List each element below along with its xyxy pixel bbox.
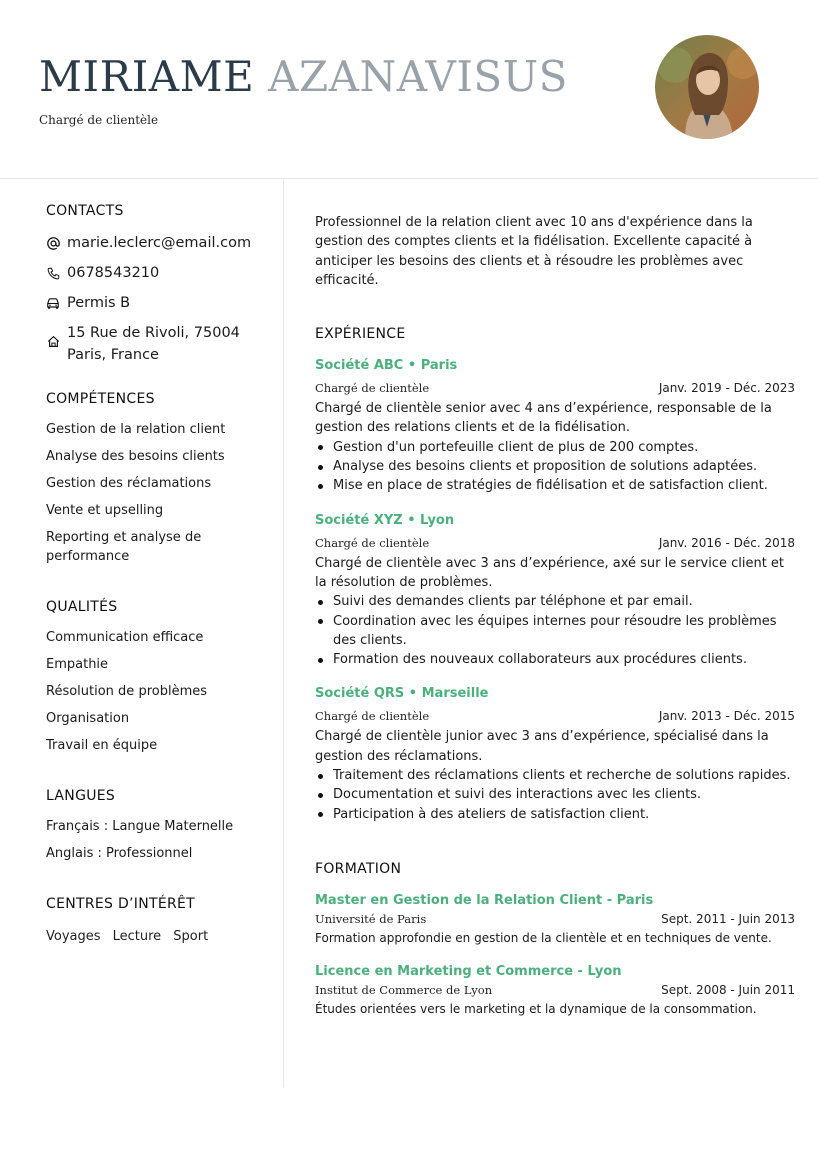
job-entry [315,357,795,495]
first-name: MIRIAME [39,52,255,101]
language-item: Français : Langue Maternelle [46,819,234,834]
profile-photo [655,35,759,139]
skill-item: Gestion de la relation client [46,422,226,437]
education-entry [315,963,795,1018]
phone-text: 0678543210 [67,265,160,281]
skill-item: Reporting et analyse de performance [46,530,202,564]
interests-section [46,893,271,944]
resume-header [0,0,818,178]
quality-item: Organisation [46,711,130,726]
job-company: Société QRS • Marseille [315,686,489,702]
address-text: 15 Rue de Rivoli, 75004 Paris, France [67,325,240,363]
job-entry [315,685,795,823]
job-bullet: Suivi des demandes clients par téléphone et par email. [333,592,795,611]
experience-section [315,323,795,824]
quality-item: Communication efficace [46,630,204,645]
column-divider [283,179,284,1087]
skill-item: Gestion des réclamations [46,476,212,491]
contacts-section [46,200,271,366]
job-bullet: Formation des nouveaux collaborateurs aux procédures clients. [333,650,795,669]
job-bullet: Documentation et suivi des interactions avec les clients. [333,785,795,804]
interest-item: Lecture [112,929,162,944]
edu-description: Formation approfondie en gestion de la clientèle et en techniques de vente. [315,930,772,945]
interest-item: Sport [173,929,209,944]
skill-item: Analyse des besoins clients [46,449,225,464]
language-item: Anglais : Professionnel [46,846,193,861]
job-entry [315,512,795,670]
car-icon [46,296,60,310]
job-description: Chargé de clientèle junior avec 3 ans d’expérience, spécialisé dans la gestion des réclamations. [315,729,769,764]
job-description: Chargé de clientèle senior avec 4 ans d’expérience, responsable de la gestion des relations clients et de la fidélisation. [315,401,772,436]
education-title: FORMATION [315,860,402,877]
phone-icon [46,266,60,280]
job-title: Chargé de clientèle [39,113,159,127]
edu-degree: Master en Gestion de la Relation Client - Paris [315,892,654,908]
quality-item: Empathie [46,657,109,672]
contacts-title: CONTACTS [46,203,124,219]
right-column [315,213,795,1034]
quality-item: Résolution de problèmes [46,684,208,699]
license-text: Permis B [67,295,131,311]
interests-list [46,925,271,944]
experience-title: EXPÉRIENCE [315,326,406,343]
home-icon [46,334,60,348]
edu-dates: Sept. 2011 - Juin 2013 [661,911,795,926]
job-role: Chargé de clientèle [315,535,430,550]
job-company: Société XYZ • Lyon [315,512,455,528]
job-dates: Janv. 2016 - Déc. 2018 [658,535,795,550]
job-bullet: Participation à des ateliers de satisfaction client. [333,805,795,824]
contact-license [46,292,271,314]
full-name [39,52,568,102]
edu-degree: Licence en Marketing et Commerce - Lyon [315,963,622,979]
header-divider [0,178,818,179]
skill-item: Vente et upselling [46,503,164,518]
education-entry [315,892,795,947]
quality-item: Travail en équipe [46,738,158,753]
job-role: Chargé de clientèle [315,709,430,724]
job-role: Chargé de clientèle [315,381,430,396]
job-description: Chargé de clientèle avec 3 ans d’expérience, axé sur le service client et la résolution de problèmes. [315,555,785,590]
left-column [46,200,271,974]
edu-school: Université de Paris [315,911,427,926]
contact-phone [46,262,271,284]
interest-item: Voyages [46,929,101,944]
edu-school: Institut de Commerce de Lyon [315,982,493,997]
job-bullet: Traitement des réclamations clients et recherche de solutions rapides. [333,766,795,785]
qualities-section [46,596,271,755]
last-name: AZANAVISUS [268,52,568,101]
languages-section [46,785,271,863]
skills-section [46,388,271,566]
edu-description: Études orientées vers le marketing et la dynamique de la consommation. [315,1001,757,1016]
languages-title: LANGUES [46,788,116,804]
job-bullet: Gestion d'un portefeuille client de plus de 200 comptes. [333,438,795,457]
qualities-title: QUALITÉS [46,599,118,615]
at-icon [46,236,60,250]
job-dates: Janv. 2013 - Déc. 2015 [658,709,795,724]
job-bullet: Analyse des besoins clients et proposition de solutions adaptées. [333,457,795,476]
interests-title: CENTRES D’INTÉRÊT [46,896,196,912]
education-section [315,858,795,1018]
skills-title: COMPÉTENCES [46,391,155,407]
job-dates: Janv. 2019 - Déc. 2023 [658,381,795,396]
job-company: Société ABC • Paris [315,358,458,374]
job-bullets [315,592,795,669]
job-bullet: Mise en place de stratégies de fidélisation et de satisfaction client. [333,476,795,495]
email-text: marie.leclerc@email.com [67,235,252,251]
job-bullets [315,438,795,496]
job-bullet: Coordination avec les équipes internes pour résoudre les problèmes des clients. [333,612,795,651]
job-bullets [315,766,795,824]
edu-dates: Sept. 2008 - Juin 2011 [661,982,795,997]
contact-email [46,232,271,254]
profile-summary: Professionnel de la relation client avec 10 ans d'expérience dans la gestion des comptes clients et la fidélisation. Excellente capacité à anticiper les besoins des clients et à résoudre les problèmes avec efficacité. [315,215,753,288]
contact-address [46,322,271,366]
